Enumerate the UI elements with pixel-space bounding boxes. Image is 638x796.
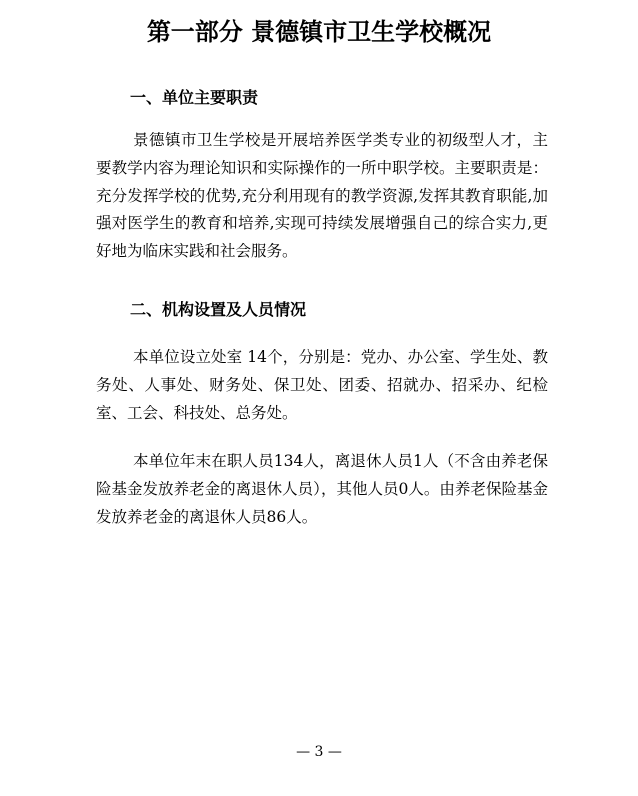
section-heading-duties: 一、单位主要职责 <box>130 88 259 107</box>
duties-paragraph: 景德镇市卫生学校是开展培养医学类专业的初级型人才，主要教学内容为理论知识和实际操作的一所中职学校。主要职责是：充分发挥学校的优势,充分利用现有的教学资源,发挥其教育职能,加强对医学生的教育和培养,实现可持续发展增强自己的综合实力,更好地为临床实践和社会服务。 <box>96 131 548 261</box>
organization-paragraph: 本单位设立处室 14个，分别是：党办、办公室、学生处、教务处、人事处、财务处、保卫处、团委、招就办、招采办、纪检室、工会、科技处、总务处。 <box>96 348 548 422</box>
page-title: 第一部分 景德镇市卫生学校概况 <box>146 18 492 46</box>
section-heading-organization: 二、机构设置及人员情况 <box>130 300 307 319</box>
staff-paragraph: 本单位年末在职人员134人，离退休人员1人（不含由养老保险基金发放养老金的离退休人员），其他人员0人。由养老保险基金发放养老金的离退休人员86人。 <box>96 452 548 526</box>
page-number: — 3 — <box>296 744 342 760</box>
